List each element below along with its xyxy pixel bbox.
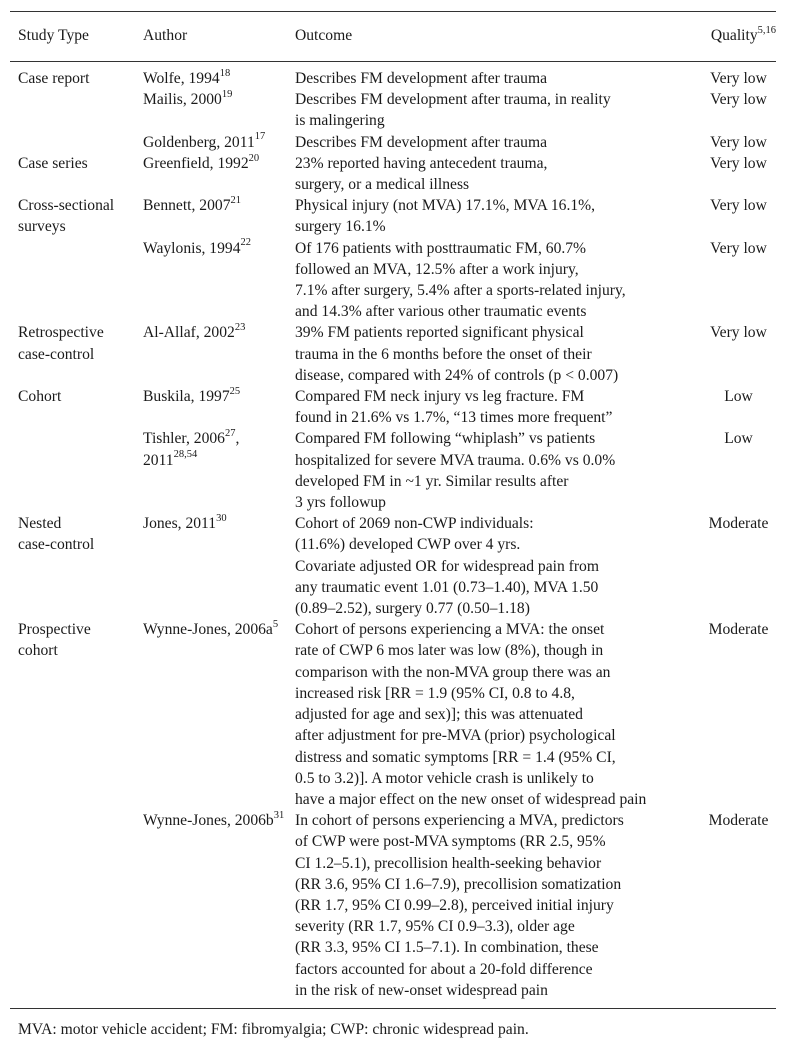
author-line bbox=[143, 450, 295, 471]
author-name: Goldenberg, 2011 bbox=[143, 133, 255, 151]
outcome-line: surgery 16.1% bbox=[295, 218, 386, 236]
table-row bbox=[10, 619, 776, 810]
author-cell bbox=[143, 153, 295, 195]
outcome-cell bbox=[295, 153, 687, 195]
author-line bbox=[143, 810, 295, 831]
study-type-cell bbox=[10, 153, 143, 195]
table-body bbox=[10, 61, 776, 1001]
table-row bbox=[10, 238, 776, 323]
author-reference: 31 bbox=[273, 809, 285, 821]
outcome-cell bbox=[295, 513, 687, 619]
outcome-line: trauma in the 6 months before the onset of their bbox=[295, 345, 592, 363]
author-reference: 20 bbox=[248, 152, 260, 164]
outcome-line: (RR 3.6, 95% CI 1.6–7.9), precollision somatization bbox=[295, 875, 622, 893]
outcome-line: (RR 1.7, 95% CI 0.99–2.8), perceived initial injury bbox=[295, 896, 614, 914]
quality-cell: Very low bbox=[710, 239, 767, 257]
quality-cell: Moderate bbox=[708, 812, 769, 830]
study-type-cell bbox=[10, 619, 143, 810]
author-name: Waylonis, 1994 bbox=[143, 239, 241, 257]
study-type-cell bbox=[10, 68, 143, 89]
study-table bbox=[10, 11, 776, 1001]
author-line bbox=[143, 513, 295, 534]
outcome-line: (0.89–2.52), surgery 0.77 (0.50–1.18) bbox=[295, 600, 530, 618]
header-study-type: Study Type bbox=[18, 27, 89, 45]
outcome-line: Of 176 patients with posttraumatic FM, 60.7% bbox=[295, 239, 587, 257]
outcome-line: comparison with the non-MVA group there was an bbox=[295, 663, 611, 681]
author-cell bbox=[143, 513, 295, 619]
outcome-line: severity (RR 1.7, 95% CI 0.9–3.3), older age bbox=[295, 918, 575, 936]
study-type-line: case-control bbox=[18, 345, 95, 363]
study-type-line: Case series bbox=[18, 154, 88, 172]
study-type-cell bbox=[10, 195, 143, 237]
author-name: Jones, 2011 bbox=[143, 515, 217, 533]
outcome-cell bbox=[295, 619, 687, 810]
outcome-line: have a major effect on the new onset of widespread pain bbox=[295, 790, 647, 808]
outcome-line: 0.5 to 3.2)]. A motor vehicle crash is unlikely to bbox=[295, 769, 594, 787]
outcome-cell bbox=[295, 238, 687, 323]
outcome-line: followed an MVA, 12.5% after a work injury, bbox=[295, 260, 579, 278]
study-type-cell bbox=[10, 322, 143, 386]
study-type-line: Nested bbox=[18, 515, 62, 533]
table-row bbox=[10, 195, 776, 237]
study-type-cell bbox=[10, 89, 143, 131]
header-quality-refs: 5,16 bbox=[757, 25, 776, 37]
header-row bbox=[10, 11, 776, 61]
study-type-line: Retrospective bbox=[18, 324, 104, 342]
quality-cell: Very low bbox=[710, 154, 767, 172]
author-name: Bennett, 2007 bbox=[143, 197, 231, 215]
outcome-line: rate of CWP 6 mos later was low (8%), though in bbox=[295, 642, 604, 660]
outcome-line: CI 1.2–5.1), precollision health-seeking behavior bbox=[295, 854, 602, 872]
author-line bbox=[143, 68, 295, 89]
table-row bbox=[10, 153, 776, 195]
outcome-line: 39% FM patients reported significant physical bbox=[295, 324, 584, 342]
outcome-line: factors accounted for about a 20-fold difference bbox=[295, 960, 593, 978]
outcome-line: Cohort of 2069 non-CWP individuals: bbox=[295, 515, 534, 533]
outcome-line: hospitalized for severe MVA trauma. 0.6% vs 0.0% bbox=[295, 451, 616, 469]
author-name: Wynne-Jones, 2006a bbox=[143, 621, 273, 639]
author-line bbox=[143, 89, 295, 110]
quality-cell: Low bbox=[724, 430, 753, 448]
quality-cell: Very low bbox=[710, 197, 767, 215]
outcome-line: Covariate adjusted OR for widespread pain from bbox=[295, 557, 599, 575]
quality-cell: Very low bbox=[710, 324, 767, 342]
author-reference: 30 bbox=[216, 513, 227, 525]
author-reference: 21 bbox=[230, 195, 241, 207]
table-row bbox=[10, 132, 776, 153]
outcome-cell bbox=[295, 810, 687, 1001]
outcome-line: increased risk [RR = 1.9 (95% CI, 0.8 to 4.8, bbox=[295, 684, 575, 702]
author-reference: 17 bbox=[254, 131, 266, 143]
author-cell bbox=[143, 322, 295, 386]
author-suffix: , bbox=[235, 430, 240, 448]
author-line bbox=[143, 322, 295, 343]
study-type-line: surveys bbox=[18, 218, 66, 236]
author-line bbox=[143, 132, 295, 153]
outcome-line: Compared FM following “whiplash” vs patients bbox=[295, 430, 596, 448]
study-type-cell bbox=[10, 428, 143, 513]
outcome-cell bbox=[295, 386, 687, 428]
author-reference: 22 bbox=[240, 237, 251, 249]
outcome-line: adjusted for age and sex)]; this was attenuated bbox=[295, 706, 583, 724]
table-row bbox=[10, 89, 776, 131]
author-cell bbox=[143, 132, 295, 153]
author-name: Al-Allaf, 2002 bbox=[143, 324, 235, 342]
author-line bbox=[143, 238, 295, 259]
outcome-line: In cohort of persons experiencing a MVA, predictors bbox=[295, 812, 624, 830]
author-line bbox=[143, 428, 295, 449]
study-type-cell bbox=[10, 132, 143, 153]
outcome-cell bbox=[295, 89, 687, 131]
author-reference: 19 bbox=[221, 89, 233, 101]
author-cell bbox=[143, 619, 295, 810]
author-reference: 28,54 bbox=[173, 449, 198, 461]
outcome-line: after adjustment for pre-MVA (prior) psychological bbox=[295, 727, 616, 745]
author-cell bbox=[143, 89, 295, 131]
bottom-rule bbox=[10, 1008, 776, 1009]
header-author: Author bbox=[143, 27, 188, 45]
outcome-line: distress and somatic symptoms [RR = 1.4 (95% CI, bbox=[295, 748, 616, 766]
study-type-line: Prospective bbox=[18, 621, 91, 639]
author-reference: 5 bbox=[272, 619, 279, 631]
quality-cell: Very low bbox=[710, 70, 767, 87]
outcome-line: 23% reported having antecedent trauma, bbox=[295, 154, 548, 172]
outcome-line: of CWP were post-MVA symptoms (RR 2.5, 95% bbox=[295, 833, 606, 851]
study-type-cell bbox=[10, 386, 143, 428]
table-row bbox=[10, 322, 776, 386]
outcome-line: Physical injury (not MVA) 17.1%, MVA 16.1%, bbox=[295, 197, 596, 215]
study-type-line: Cross-sectional bbox=[18, 197, 115, 215]
author-reference: 27 bbox=[224, 428, 236, 440]
outcome-cell bbox=[295, 322, 687, 386]
author-reference: 25 bbox=[229, 385, 241, 397]
outcome-line: 7.1% after surgery, 5.4% after a sports-related injury, bbox=[295, 282, 626, 300]
quality-cell: Moderate bbox=[708, 621, 769, 639]
outcome-line: any traumatic event 1.01 (0.73–1.40), MVA 1.50 bbox=[295, 578, 599, 596]
author-line bbox=[143, 619, 295, 640]
author-line bbox=[143, 153, 295, 174]
study-type-cell bbox=[10, 513, 143, 619]
header-quality bbox=[687, 11, 776, 61]
quality-cell: Moderate bbox=[708, 515, 769, 533]
outcome-line: (RR 3.3, 95% CI 1.5–7.1). In combination, these bbox=[295, 939, 599, 957]
header-quality-label: Quality bbox=[710, 27, 758, 45]
table-row bbox=[10, 810, 776, 1001]
author-name: Mailis, 2000 bbox=[143, 91, 222, 109]
outcome-line: developed FM in ~1 yr. Similar results after bbox=[295, 472, 569, 490]
study-type-cell bbox=[10, 810, 143, 1001]
study-type-cell bbox=[10, 238, 143, 323]
outcome-line: Describes FM development after trauma bbox=[295, 70, 548, 87]
table-footnote: MVA: motor vehicle accident; FM: fibromyalgia; CWP: chronic widespread pain. bbox=[18, 1021, 529, 1038]
study-type-line: case-control bbox=[18, 536, 95, 554]
outcome-line: is malingering bbox=[295, 112, 385, 130]
outcome-cell bbox=[295, 195, 687, 237]
outcome-line: found in 21.6% vs 1.7%, “13 times more frequent” bbox=[295, 409, 613, 427]
outcome-line: (11.6%) developed CWP over 4 yrs. bbox=[295, 536, 521, 554]
author-name: 2011 bbox=[143, 451, 174, 469]
study-type-line: Cohort bbox=[18, 388, 62, 406]
author-line bbox=[143, 195, 295, 216]
author-cell bbox=[143, 195, 295, 237]
outcome-line: Cohort of persons experiencing a MVA: the onset bbox=[295, 621, 605, 639]
author-name: Greenfield, 1992 bbox=[143, 154, 249, 172]
author-name: Tishler, 2006 bbox=[143, 430, 225, 448]
study-type-line: cohort bbox=[18, 642, 58, 660]
outcome-line: Describes FM development after trauma bbox=[295, 133, 548, 151]
table-row bbox=[10, 428, 776, 513]
author-name: Wynne-Jones, 2006b bbox=[143, 812, 274, 830]
author-cell bbox=[143, 238, 295, 323]
outcome-cell bbox=[295, 132, 687, 153]
quality-cell: Low bbox=[724, 388, 753, 406]
study-type-line: Case report bbox=[18, 70, 90, 87]
outcome-line: Describes FM development after trauma, in reality bbox=[295, 91, 611, 109]
table-row bbox=[10, 513, 776, 619]
header-outcome: Outcome bbox=[295, 27, 353, 45]
author-cell bbox=[143, 428, 295, 513]
author-reference: 18 bbox=[219, 67, 231, 79]
quality-cell: Very low bbox=[710, 133, 767, 151]
author-name: Wolfe, 1994 bbox=[143, 70, 220, 87]
outcome-line: surgery, or a medical illness bbox=[295, 176, 470, 194]
author-name: Buskila, 1997 bbox=[143, 388, 230, 406]
author-cell bbox=[143, 386, 295, 428]
author-cell bbox=[143, 68, 295, 89]
outcome-line: Compared FM neck injury vs leg fracture. FM bbox=[295, 388, 585, 406]
quality-cell: Very low bbox=[710, 91, 767, 109]
author-reference: 23 bbox=[234, 322, 246, 334]
outcome-line: disease, compared with 24% of controls (p < 0.007) bbox=[295, 366, 619, 384]
author-cell bbox=[143, 810, 295, 1001]
author-line bbox=[143, 386, 295, 407]
outcome-cell bbox=[295, 428, 687, 513]
outcome-line: in the risk of new-onset widespread pain bbox=[295, 981, 548, 999]
table-row bbox=[10, 386, 776, 428]
table-row bbox=[10, 68, 776, 89]
outcome-line: and 14.3% after various other traumatic events bbox=[295, 303, 587, 321]
outcome-cell bbox=[295, 68, 687, 89]
outcome-line: 3 yrs followup bbox=[295, 494, 386, 512]
